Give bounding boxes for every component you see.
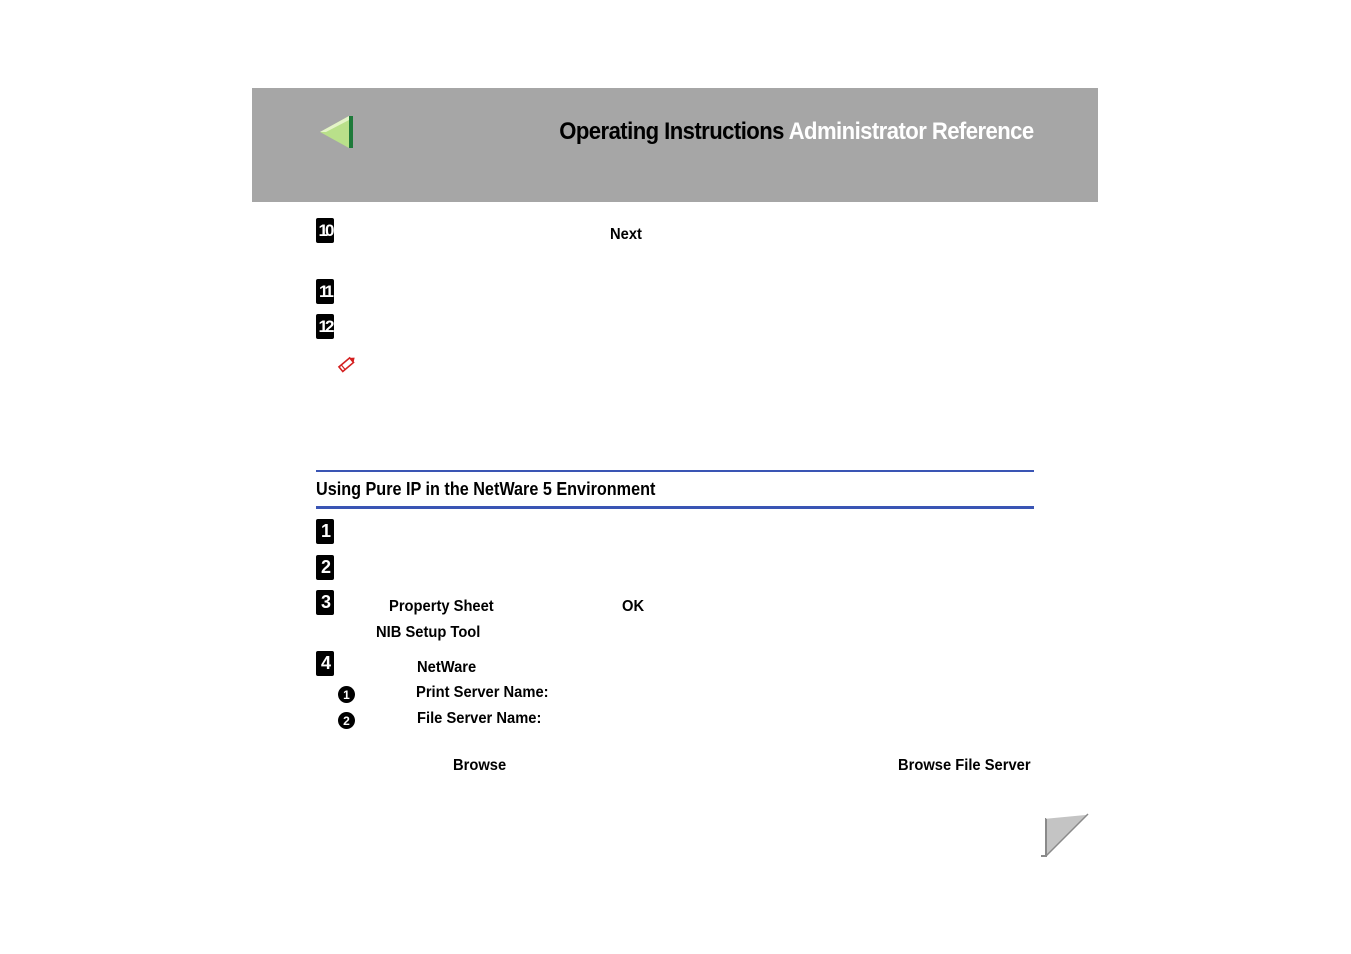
page-curl-next-icon xyxy=(1040,812,1090,858)
label-print-server-name: Print Server Name: xyxy=(416,684,549,701)
title-main: Operating Instructions xyxy=(559,118,785,145)
section-heading: Using Pure IP in the NetWare 5 Environment xyxy=(316,479,656,499)
section-rule-top xyxy=(316,470,1034,472)
keyword-browse: Browse xyxy=(453,757,507,774)
next-page-button[interactable] xyxy=(1040,812,1090,858)
page-title xyxy=(560,118,1034,146)
step-10-badge: 10 xyxy=(316,218,334,243)
triangle-left-icon xyxy=(318,114,354,150)
keyword-netware: NetWare xyxy=(417,659,477,676)
back-button[interactable] xyxy=(318,114,354,150)
pencil-note-icon xyxy=(337,354,357,374)
keyword-property-sheet: Property Sheet xyxy=(389,598,494,615)
step-11-badge: 11 xyxy=(316,279,334,304)
keyword-nib-setup-tool: NIB Setup Tool xyxy=(376,624,481,641)
step-12-badge: 12 xyxy=(316,314,334,339)
label-file-server-name: File Server Name: xyxy=(417,710,542,727)
keyword-ok: OK xyxy=(622,598,645,615)
section-rule-bottom xyxy=(316,506,1034,509)
step-2-badge: 2 xyxy=(316,555,334,580)
step-4-badge: 4 xyxy=(316,651,334,676)
substep-1-badge: 1 xyxy=(338,686,355,703)
keyword-next: Next xyxy=(610,226,642,243)
step-3-badge: 3 xyxy=(316,590,334,615)
keyword-browse-file-server: Browse File Server xyxy=(898,757,1031,774)
title-sub: Administrator Reference xyxy=(789,118,1034,145)
step-1-badge: 1 xyxy=(316,519,334,544)
substep-2-badge: 2 xyxy=(338,712,355,729)
